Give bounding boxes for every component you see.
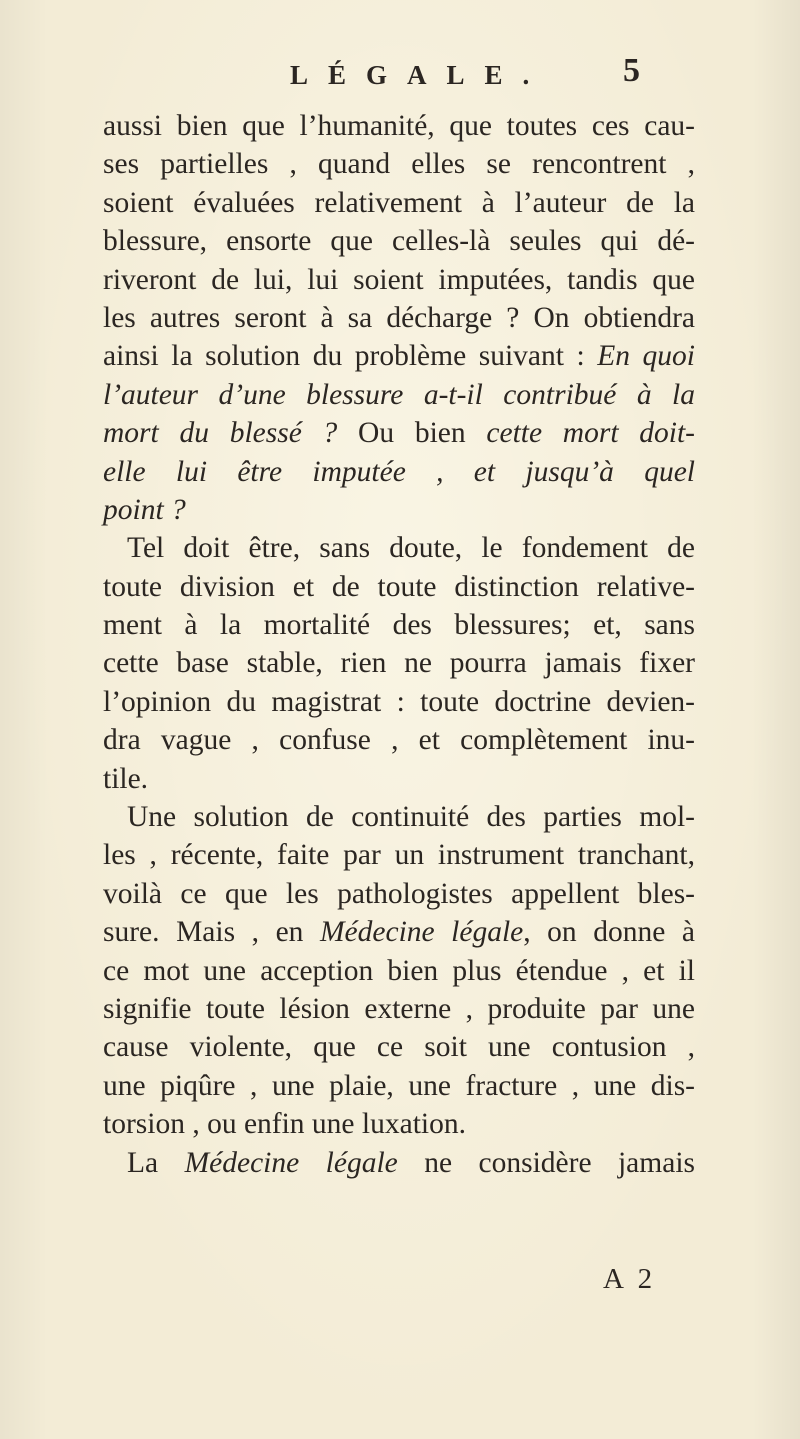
italic-text: cette mort doit- bbox=[486, 417, 695, 450]
running-head: LÉGALE. bbox=[290, 60, 550, 90]
text-line: dra vague , confuse , et complètement inu- bbox=[103, 724, 695, 757]
text-line: mort du blessé ? Ou bien cette mort doit- bbox=[103, 417, 695, 450]
text-line: ainsi la solution du problème suivant : En quoi bbox=[103, 340, 695, 373]
text-line: tile. bbox=[103, 762, 149, 795]
paragraph-start: La Médecine légale ne considère jamais bbox=[127, 1146, 695, 1179]
text-line: ce mot une acception bien plus étendue , et il bbox=[103, 954, 695, 987]
italic-text: Médecine légale bbox=[184, 1146, 398, 1179]
text-line: l’auteur d’une blessure a-t-il contribué à la bbox=[103, 378, 695, 411]
text-line: ses partielles , quand elles se rencontrent , bbox=[103, 148, 695, 181]
text-line: blessure, ensorte que celles-là seules qui dé- bbox=[103, 225, 695, 258]
page-header bbox=[0, 52, 800, 100]
text-line: riveront de lui, lui soient imputées, tandis que bbox=[103, 263, 695, 296]
text-line: aussi bien que l’humanité, que toutes ces cau- bbox=[103, 110, 695, 142]
paragraph-start: Une solution de continuité des parties mol- bbox=[127, 801, 695, 834]
page-number: 5 bbox=[623, 52, 640, 89]
italic-text: Médecine légale bbox=[319, 916, 524, 949]
body-text bbox=[103, 107, 695, 1182]
text-line: voilà ce que les pathologistes appellent bles- bbox=[103, 877, 695, 910]
italic-text: mort du blessé ? bbox=[103, 417, 338, 450]
text-line: soient évaluées relativement à l’auteur de la bbox=[103, 186, 695, 219]
text-line: sure. Mais , en Médecine légale, on donne à bbox=[103, 916, 695, 949]
text-line: cette base stable, rien ne pourra jamais fixer bbox=[103, 647, 695, 680]
text-line: toute division et de toute distinction relative- bbox=[103, 570, 695, 603]
text-line: une piqûre , une plaie, une fracture , une dis- bbox=[103, 1069, 695, 1102]
text-line: cause violente, que ce soit une contusion , bbox=[103, 1031, 695, 1064]
text-line: signifie toute lésion externe , produite par une bbox=[103, 992, 695, 1025]
text-line: torsion , ou enfin une luxation. bbox=[103, 1108, 466, 1141]
signature-mark bbox=[0, 1263, 800, 1303]
signature-label: A 2 bbox=[603, 1263, 657, 1295]
paragraph-start: Tel doit être, sans doute, le fondement de bbox=[127, 532, 695, 565]
text-line: elle lui être imputée , et jusqu’à quel bbox=[103, 455, 695, 488]
italic-text: En quoi bbox=[597, 340, 695, 373]
text-line: point ? bbox=[103, 493, 186, 526]
text-line: l’opinion du magistrat : toute doctrine devien- bbox=[103, 685, 695, 718]
text-line: les autres seront à sa décharge ? On obtiendra bbox=[103, 301, 695, 334]
text-line: ment à la mortalité des blessures; et, sans bbox=[103, 609, 695, 642]
text-line: les , récente, faite par un instrument tranchant, bbox=[103, 839, 695, 872]
